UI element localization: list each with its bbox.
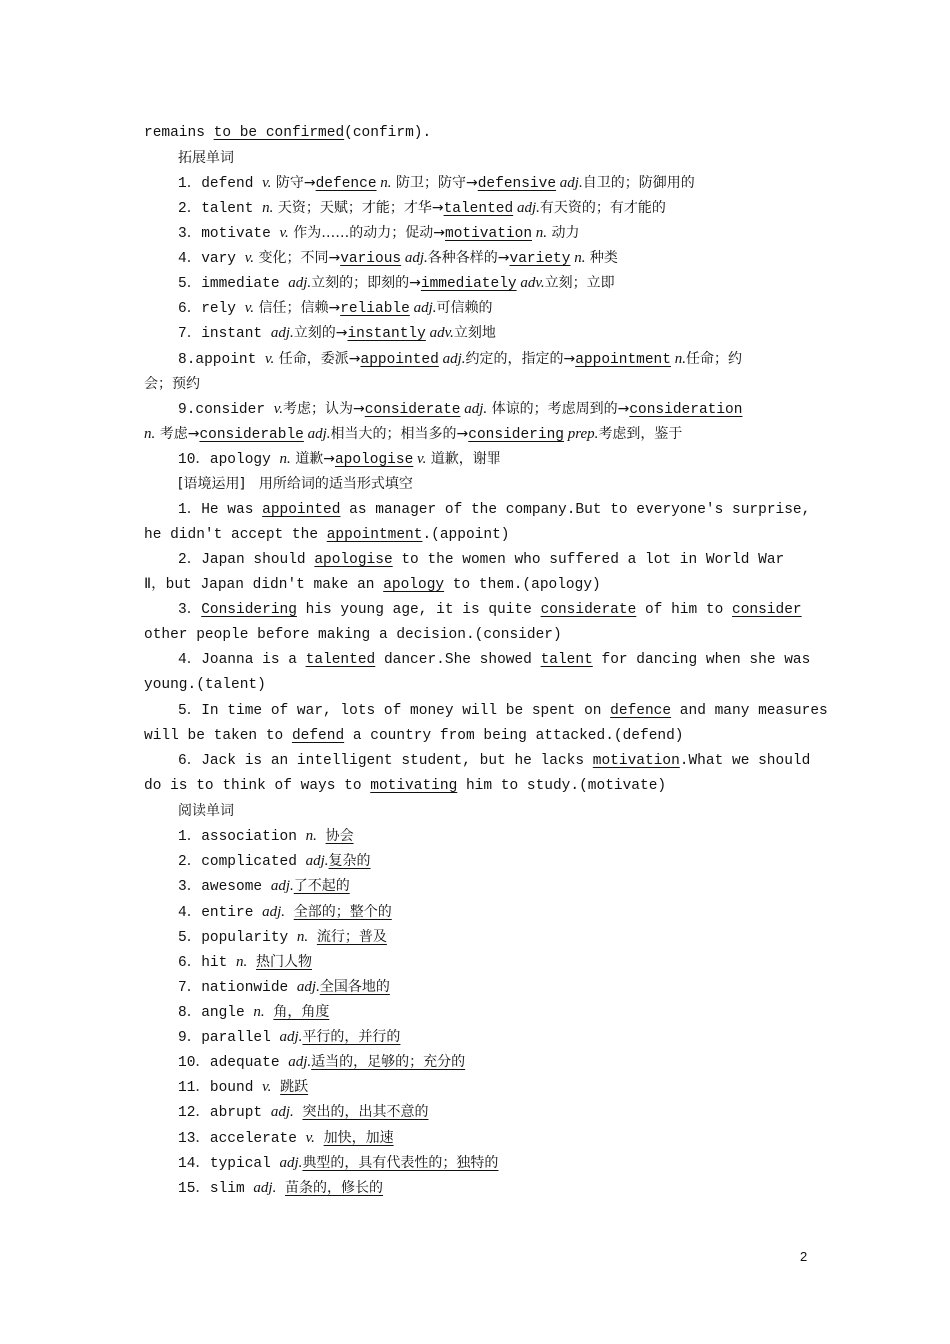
list-item: 9.consider v.考虑；认为→considerate adj. 体谅的；考虑周到的→consideration (178, 401, 743, 418)
answer: talent (540, 652, 593, 668)
answer: considering (468, 427, 564, 443)
answer: defend (291, 728, 345, 744)
answer: appointed (360, 352, 439, 368)
answer: instantly (347, 326, 426, 342)
answer: motivation (592, 753, 680, 769)
answer: 跳跃 (280, 1079, 309, 1095)
list-item: 7．instant adj.立刻的→instantly adv.立刻地 (178, 325, 496, 342)
list-item: 8.appoint v. 任命，委派→appointed adj.约定的，指定的→appointment n.任命；约 (178, 351, 742, 368)
answer: motivating (370, 778, 458, 794)
answer: considerate (364, 402, 461, 418)
answer: reliable (340, 301, 410, 317)
list-item: 5．popularity n. 流行；普及 (178, 929, 387, 946)
list-item: 7．nationwide adj.全国各地的 (178, 979, 390, 996)
answer: appointment (575, 352, 671, 368)
answer: 加快，加速 (323, 1130, 394, 1146)
list-item: 8．angle n. 角，角度 (178, 1004, 330, 1021)
answer: apologise (334, 452, 414, 468)
answer: talented (305, 652, 376, 668)
answer: 全国各地的 (319, 979, 390, 995)
list-item: 13．accelerate v. 加快，加速 (178, 1130, 394, 1147)
exercise-item-continuation: young.(talent) (144, 677, 266, 693)
answer: appointment (326, 527, 423, 543)
answer: 典型的，具有代表性的；独特的 (302, 1155, 499, 1171)
answer: 适当的，足够的；充分的 (311, 1054, 466, 1070)
list-item-continuation: n. 考虑→considerable adj.相当大的；相当多的→considering prep.考虑到，鉴于 (144, 426, 683, 443)
answer: variety (509, 251, 571, 267)
answer: consider (732, 602, 802, 618)
section-heading-expand: 拓展单词 (178, 150, 234, 166)
answer: 协会 (325, 828, 354, 844)
answer: apologise (314, 552, 393, 568)
answer: 复杂的 (328, 853, 371, 869)
section-heading-context: [语境运用] 用所给词的适当形式填空 (178, 476, 413, 492)
exercise-item-continuation: do is to think of ways to motivating him to study.(motivate) (144, 778, 667, 794)
exercise-item: 5．In time of war, lots of money will be spent on defence and many measures (178, 703, 828, 719)
list-item: 10．apology n. 道歉→apologise v. 道歉，谢罪 (178, 451, 501, 468)
answer: 平行的，并行的 (302, 1029, 401, 1045)
answer: defence (315, 176, 377, 192)
list-item: 6．hit n. 热门人物 (178, 954, 312, 971)
page-number: 2 (800, 1249, 808, 1264)
answer: 角，角度 (273, 1004, 330, 1020)
answer: defensive (477, 176, 557, 192)
answer: talented (443, 201, 514, 217)
list-item: 5．immediate adj.立刻的；即刻的→immediately adv.立刻；立即 (178, 275, 615, 292)
exercise-item: 2．Japan should apologise to the women who suffered a lot in World War (178, 552, 785, 568)
answer: apology (383, 577, 445, 593)
list-item: 4．entire adj. 全部的；整个的 (178, 904, 392, 921)
list-item: 1．association n. 协会 (178, 828, 354, 845)
answer: Considering (201, 602, 297, 618)
answer: considerable (199, 427, 304, 443)
answer: 了不起的 (293, 878, 350, 894)
list-item: 2．talent n. 天资；天赋；才能；才华→talented adj.有天资的；有才能的 (178, 200, 666, 217)
list-item: 12．abrupt adj. 突出的，出其不意的 (178, 1104, 429, 1121)
answer: to be confirmed (213, 125, 345, 141)
exercise-item: 1．He was appointed as manager of the company.But to everyone's surprise, (178, 502, 811, 518)
exercise-item: 6．Jack is an intelligent student, but he lacks motivation.What we should (178, 753, 811, 769)
exercise-item-continuation: Ⅱ，but Japan didn't make an apology to them.(apology) (144, 577, 601, 593)
list-item: 11．bound v. 跳跃 (178, 1079, 309, 1096)
list-item: 3．motivate v. 作为……的动力；促动→motivation n. 动力 (178, 225, 580, 242)
exercise-item: 4．Joanna is a talented dancer.She showed talent for dancing when she was (178, 652, 811, 668)
list-item: 14．typical adj.典型的，具有代表性的；独特的 (178, 1155, 499, 1172)
exercise-item: 3．Considering his young age, it is quite considerate of him to consider (178, 602, 802, 618)
list-item: 1．defend v. 防守→defence n. 防卫；防守→defensive adj.自卫的；防御用的 (178, 175, 695, 192)
answer: considerate (540, 602, 637, 618)
list-item: 4．vary v. 变化；不同→various adj.各种各样的→variety n. 种类 (178, 250, 618, 267)
text-line: remains to be confirmed(confirm). (144, 125, 432, 141)
exercise-item-continuation: will be taken to defend a country from being attacked.(defend) (144, 728, 684, 744)
answer: consideration (629, 402, 743, 418)
list-item: 10．adequate adj.适当的，足够的；充分的 (178, 1054, 466, 1071)
answer: various (340, 251, 402, 267)
answer: defence (610, 703, 672, 719)
section-heading-read: 阅读单词 (178, 803, 234, 819)
answer: appointed (262, 502, 341, 518)
answer: immediately (420, 276, 517, 292)
answer: 苗条的，修长的 (285, 1180, 384, 1196)
exercise-item-continuation: he didn't accept the appointment.(appoint) (144, 527, 510, 543)
answer: 流行；普及 (316, 929, 387, 945)
answer: motivation (445, 226, 533, 242)
answer: 突出的，出其不意的 (302, 1104, 429, 1120)
exercise-item-continuation: other people before making a decision.(consider) (144, 627, 562, 643)
answer: 热门人物 (255, 954, 312, 970)
list-item: 3．awesome adj.了不起的 (178, 878, 350, 895)
list-item: 15．slim adj. 苗条的，修长的 (178, 1180, 384, 1197)
list-item: 2．complicated adj.复杂的 (178, 853, 371, 870)
answer: 全部的；整个的 (293, 904, 392, 920)
list-item: 9．parallel adj.平行的，并行的 (178, 1029, 401, 1046)
list-item: 6．rely v. 信任；信赖→reliable adj.可信赖的 (178, 300, 493, 317)
list-item-continuation: 会；预约 (144, 376, 200, 392)
